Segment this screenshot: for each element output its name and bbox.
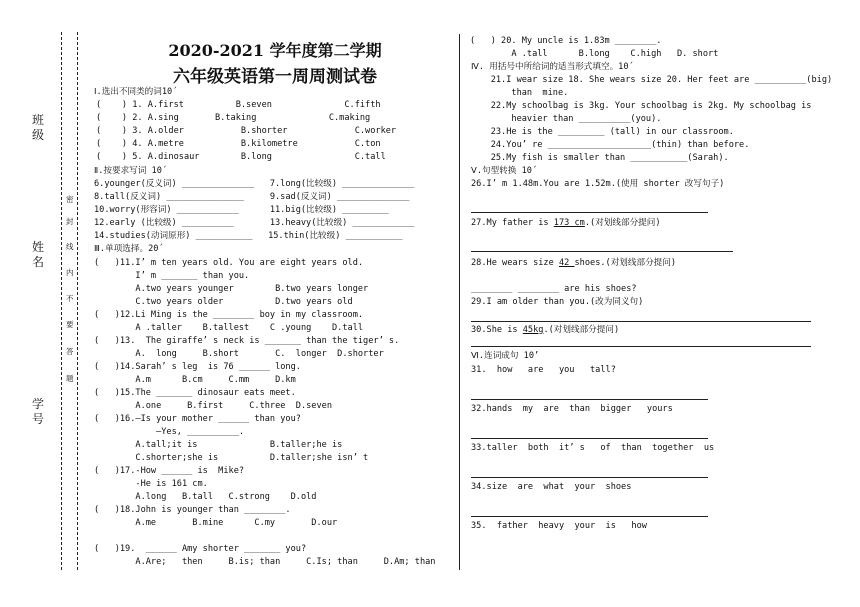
answer-line[interactable] xyxy=(471,212,708,213)
question-line: 22.My schoolbag is 3kg. Your schoolbag is 2kg. My schoolbag is xyxy=(470,101,812,111)
question-line: ( )13. The giraffe’ s neck is _______ than the tiger’ s. xyxy=(94,336,400,346)
question-line: ( ) 2. A.sing B.taking C.making xyxy=(96,113,371,123)
question-line: 25.My fish is smaller than ___________(Sarah). xyxy=(470,153,729,163)
section-3-heading: Ⅲ.单项选择。20´ xyxy=(94,244,164,254)
question-line: ( ) 1. A.first B.seven C.fifth xyxy=(96,100,381,110)
question-line: ________ ________ are his shoes? xyxy=(471,284,637,294)
answer-line[interactable] xyxy=(471,321,811,322)
question-line: ( )11.I’ m ten years old. You are eight years old. xyxy=(94,258,364,268)
question-line: 10.worry(形容词) ____________ 11.big(比较级) _________ xyxy=(94,205,389,215)
section-4-heading: Ⅳ. 用括号中所给词的适当形式填空。10´ xyxy=(471,62,634,72)
seal-char: 答 xyxy=(66,347,74,356)
question-line: A.two years younger B.two years longer xyxy=(94,284,369,294)
section-1-heading: Ⅰ.选出不同类的词10´ xyxy=(94,87,178,97)
seal-char: 封 xyxy=(66,217,74,226)
question-line: 32.hands my are than bigger yours xyxy=(471,404,673,414)
question-line: 29.I am older than you.(改为同义句) xyxy=(471,297,644,307)
answer-line[interactable] xyxy=(471,251,733,252)
underlined-part: 42 xyxy=(558,258,575,268)
seal-char: 内 xyxy=(66,268,74,277)
exam-title-line1: 2020-2021 学年度第二学期 xyxy=(168,41,382,60)
question-line: 27.My father is 173 cm.(对划线部分提问) xyxy=(471,218,661,228)
question-line: I’ m _______ than you. xyxy=(94,271,250,281)
question-line: A.long B.tall C.strong D.old xyxy=(94,492,317,502)
question-line: ( )19. ______ Amy shorter _______ you? xyxy=(94,544,307,554)
question-line: C.shorter;she is D.taller;she isn’ t xyxy=(94,453,369,463)
question-line: 34.size are what your shoes xyxy=(471,482,632,492)
question-line: 6.younger(反义词) ______________ 7.long(比较级) ______________ xyxy=(94,179,415,189)
name-label: 姓名 xyxy=(31,240,44,269)
seal-char: 题 xyxy=(66,374,74,383)
question-line: A.one B.first C.three D.seven xyxy=(94,401,332,411)
question-line: ( ) 5. A.dinosaur B.long C.tall xyxy=(96,152,386,162)
question-line: 30.She is 45kg.(对划线部分提问) xyxy=(471,325,620,335)
question-line: 21.I wear size 18. She wears size 20. Her feet are __________(big) xyxy=(470,75,833,85)
seal-line-right xyxy=(77,32,78,570)
question-line: 33.taller both it’ s of than together us xyxy=(471,443,715,453)
underlined-part: 45kg xyxy=(522,325,544,335)
question-line: A.Are; then B.is; than C.Is; than D.Am; than xyxy=(94,557,436,567)
question-line: ( ) 4. A.metre B.kilometre C.ton xyxy=(96,139,381,149)
answer-line[interactable] xyxy=(471,346,811,347)
question-line: -He is 161 cm. xyxy=(94,479,208,489)
answer-line[interactable] xyxy=(471,438,708,439)
question-line: 14.studies(动词原形) ___________ 15.thin(比较级) ___________ xyxy=(94,231,403,241)
question-line: ( )15.The _______ dinosaur eats meet. xyxy=(94,388,296,398)
question-line: 26.I’ m 1.48m.You are 1.52m.(使用 shorter 改写句子) xyxy=(471,179,725,189)
section-2-heading: Ⅱ.按要求写词 10´ xyxy=(94,166,168,176)
section-6-heading: Ⅵ.连词成句 10’ xyxy=(471,351,540,361)
question-line: A.m B.cm C.mm D.km xyxy=(94,375,296,385)
seal-char: 密 xyxy=(66,195,74,204)
question-line: ( )16.—Is your mother ______ than you? xyxy=(94,414,301,424)
class-label: 班级 xyxy=(31,113,44,142)
question-line: ( ) 20. My uncle is 1.83m ________. xyxy=(470,36,662,46)
student-number-label: 学号 xyxy=(31,397,44,426)
seal-char: 线 xyxy=(66,242,74,251)
section-5-heading: Ⅴ.句型转换 10´ xyxy=(471,166,538,176)
question-line: 31. how are you tall? xyxy=(471,365,616,375)
question-line: A .taller B.tallest C .young D.tall xyxy=(94,323,364,333)
question-line: ( )12.Li Ming is the ________ boy in my classroom. xyxy=(94,310,364,320)
question-line: ( ) 3. A.older B.shorter C.worker xyxy=(96,126,397,136)
seal-char: 要 xyxy=(66,320,74,329)
question-line: C.two years older D.two years old xyxy=(94,297,353,307)
question-line: —Yes, __________. xyxy=(94,427,245,437)
question-line: heavier than __________(you). xyxy=(470,114,662,124)
question-line: A.me B.mine C.my D.our xyxy=(94,518,338,528)
seal-char: 不 xyxy=(66,294,74,303)
question-line: A .tall B.long C.high D. short xyxy=(470,49,719,59)
question-line: A. long B.short C. longer D.shorter xyxy=(94,349,384,359)
answer-line[interactable] xyxy=(471,477,708,478)
question-line: than mine. xyxy=(470,88,569,98)
question-line: A.tall;it is B.taller;he is xyxy=(94,440,343,450)
question-line: 24.You’ re ____________________(thin) than before. xyxy=(470,140,750,150)
question-line: ( )17.-How ______ is Mike? xyxy=(94,466,245,476)
question-line: ( )14.Sarah’ s leg is 76 ______ long. xyxy=(94,362,301,372)
question-line: 35. father heavy your is how xyxy=(471,521,647,531)
question-line: 8.tall(反义词) _______________ 9.sad(反义词) ______________ xyxy=(94,192,410,202)
seal-line-left xyxy=(61,32,62,570)
answer-line[interactable] xyxy=(471,399,708,400)
answer-line[interactable] xyxy=(471,516,708,517)
question-line: 12.early (比较级) __________ 13.heavy(比较级) ____________ xyxy=(94,218,415,228)
question-line: ( )18.John is younger than ________. xyxy=(94,505,291,515)
column-divider xyxy=(459,34,460,570)
exam-title-line2: 六年级英语第一周周测试卷 xyxy=(173,67,377,87)
question-line: 23.He is the _________ (tall) in our classroom. xyxy=(470,127,734,137)
underlined-part: 173 cm xyxy=(553,218,585,228)
question-line: 28.He wears size 42 shoes.(对划线部分提问) xyxy=(471,258,677,268)
